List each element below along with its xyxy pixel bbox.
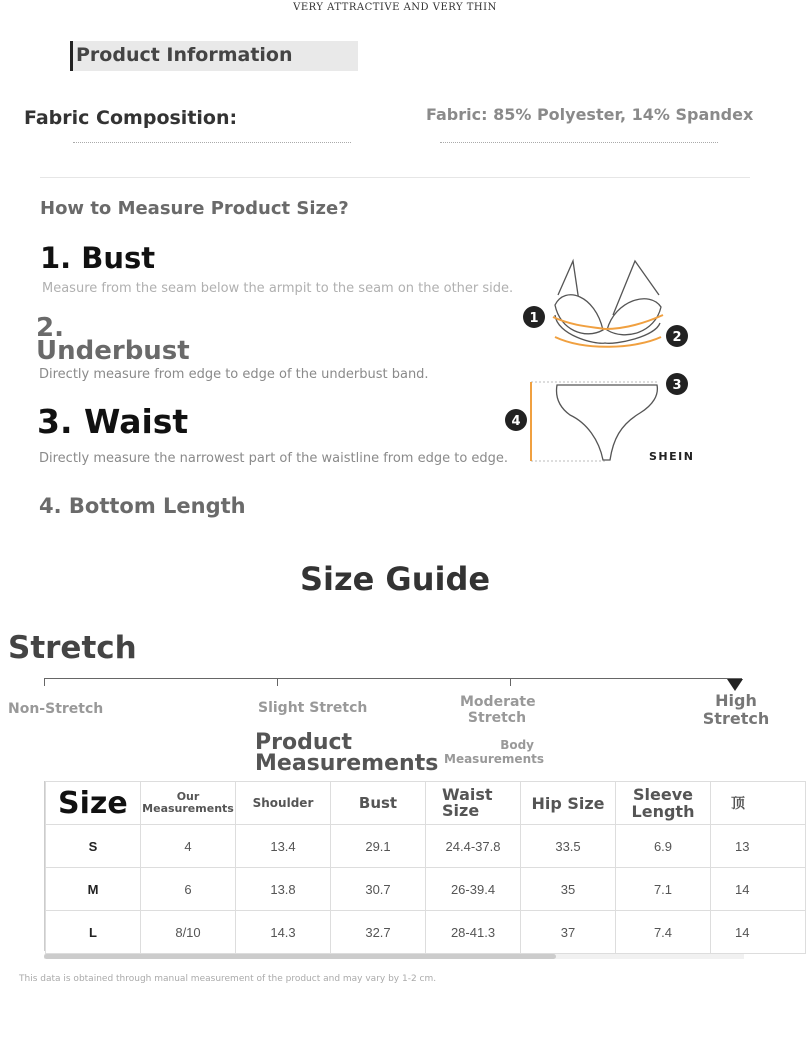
waist-heading: 3. Waist bbox=[37, 402, 189, 441]
bust-description: Measure from the seam below the armpit to the seam on the other side. bbox=[42, 281, 514, 296]
cell-shoulder: 14.3 bbox=[236, 911, 331, 954]
stretch-title: Stretch bbox=[8, 630, 137, 666]
col-header-shoulder: Shoulder bbox=[236, 782, 331, 825]
divider bbox=[73, 142, 351, 143]
cell-hip: 33.5 bbox=[521, 825, 616, 868]
table-scrollbar-thumb[interactable] bbox=[44, 954, 556, 959]
table-row bbox=[46, 911, 806, 954]
size-footnote: This data is obtained through manual measurement of the product and may vary by 1-2 cm. bbox=[19, 974, 437, 984]
cell-our-measurements: 4 bbox=[141, 825, 236, 868]
cell-shoulder: 13.8 bbox=[236, 868, 331, 911]
cell-waist: 28-41.3 bbox=[426, 911, 521, 954]
cell-our-measurements: 6 bbox=[141, 868, 236, 911]
stretch-level-moderate: Moderate Stretch bbox=[460, 694, 536, 726]
cell-extra: 13 bbox=[711, 825, 806, 868]
stretch-level-slight: Slight Stretch bbox=[258, 700, 368, 716]
svg-text:4: 4 bbox=[511, 414, 521, 429]
cell-waist: 24.4-37.8 bbox=[426, 825, 521, 868]
underbust-heading-number: 2. bbox=[36, 313, 64, 343]
cell-sleeve: 7.4 bbox=[616, 911, 711, 954]
cell-sleeve: 6.9 bbox=[616, 825, 711, 868]
col-header-extra: 顶 bbox=[711, 782, 806, 825]
col-header-sleeve-length: Sleeve Length bbox=[616, 782, 711, 825]
marker-2-icon bbox=[666, 325, 688, 347]
cell-our-measurements: 8/10 bbox=[141, 911, 236, 954]
cell-sleeve: 7.1 bbox=[616, 868, 711, 911]
bust-heading: 1. Bust bbox=[40, 241, 156, 275]
cell-bust: 29.1 bbox=[331, 825, 426, 868]
tab-body-measurements[interactable]: Body Measurements bbox=[444, 738, 544, 766]
cell-bust: 30.7 bbox=[331, 868, 426, 911]
table-row bbox=[46, 825, 806, 868]
product-info-header bbox=[70, 41, 358, 71]
stretch-tick bbox=[277, 678, 278, 686]
col-header-our-measurements: Our Measurements bbox=[141, 782, 236, 825]
col-header-bust: Bust bbox=[331, 782, 426, 825]
divider bbox=[440, 142, 718, 143]
cell-waist: 26-39.4 bbox=[426, 868, 521, 911]
svg-text:2: 2 bbox=[672, 330, 682, 345]
svg-text:3: 3 bbox=[672, 378, 682, 393]
divider bbox=[40, 177, 750, 178]
cell-size: M bbox=[46, 868, 141, 911]
bottom-length-heading: 4. Bottom Length bbox=[39, 494, 246, 518]
cell-bust: 32.7 bbox=[331, 911, 426, 954]
svg-text:1: 1 bbox=[529, 311, 539, 326]
table-row bbox=[46, 868, 806, 911]
table-header-row bbox=[46, 782, 806, 825]
bikini-measure-diagram bbox=[511, 255, 695, 470]
fabric-value: Fabric: 85% Polyester, 14% Spandex bbox=[426, 105, 754, 124]
underbust-description: Directly measure from edge to edge of the underbust band. bbox=[39, 367, 429, 382]
size-guide-title: Size Guide bbox=[299, 560, 491, 598]
stretch-scale bbox=[44, 678, 742, 679]
tagline: VERY ATTRACTIVE AND VERY THIN bbox=[293, 2, 497, 13]
stretch-level-marker-icon bbox=[727, 679, 743, 691]
tab-product-measurements[interactable]: Product Measurements bbox=[255, 730, 439, 776]
size-table-container[interactable] bbox=[44, 781, 750, 951]
stretch-tick bbox=[510, 678, 511, 686]
cell-extra: 14 bbox=[711, 868, 806, 911]
cell-extra: 14 bbox=[711, 911, 806, 954]
cell-size: L bbox=[46, 911, 141, 954]
stretch-level-non: Non-Stretch bbox=[8, 701, 104, 717]
marker-1-icon bbox=[523, 306, 545, 328]
stretch-level-high: High Stretch bbox=[702, 691, 770, 728]
product-info-title: Product Information bbox=[76, 44, 293, 66]
cell-hip: 37 bbox=[521, 911, 616, 954]
cell-shoulder: 13.4 bbox=[236, 825, 331, 868]
brand-logo: SHEIN bbox=[649, 450, 695, 463]
marker-4-icon bbox=[505, 409, 527, 431]
waist-description: Directly measure the narrowest part of the waistline from edge to edge. bbox=[39, 451, 509, 466]
cell-hip: 35 bbox=[521, 868, 616, 911]
cell-size: S bbox=[46, 825, 141, 868]
col-header-hip-size: Hip Size bbox=[521, 782, 616, 825]
stretch-tick bbox=[44, 678, 45, 686]
marker-3-icon bbox=[666, 373, 688, 395]
col-header-waist-size: Waist Size bbox=[426, 782, 521, 825]
size-table bbox=[45, 781, 806, 954]
underbust-heading: Underbust bbox=[36, 336, 190, 366]
fabric-label: Fabric Composition: bbox=[24, 107, 238, 129]
col-header-size: Size bbox=[46, 782, 141, 825]
measure-title: How to Measure Product Size? bbox=[40, 198, 349, 219]
